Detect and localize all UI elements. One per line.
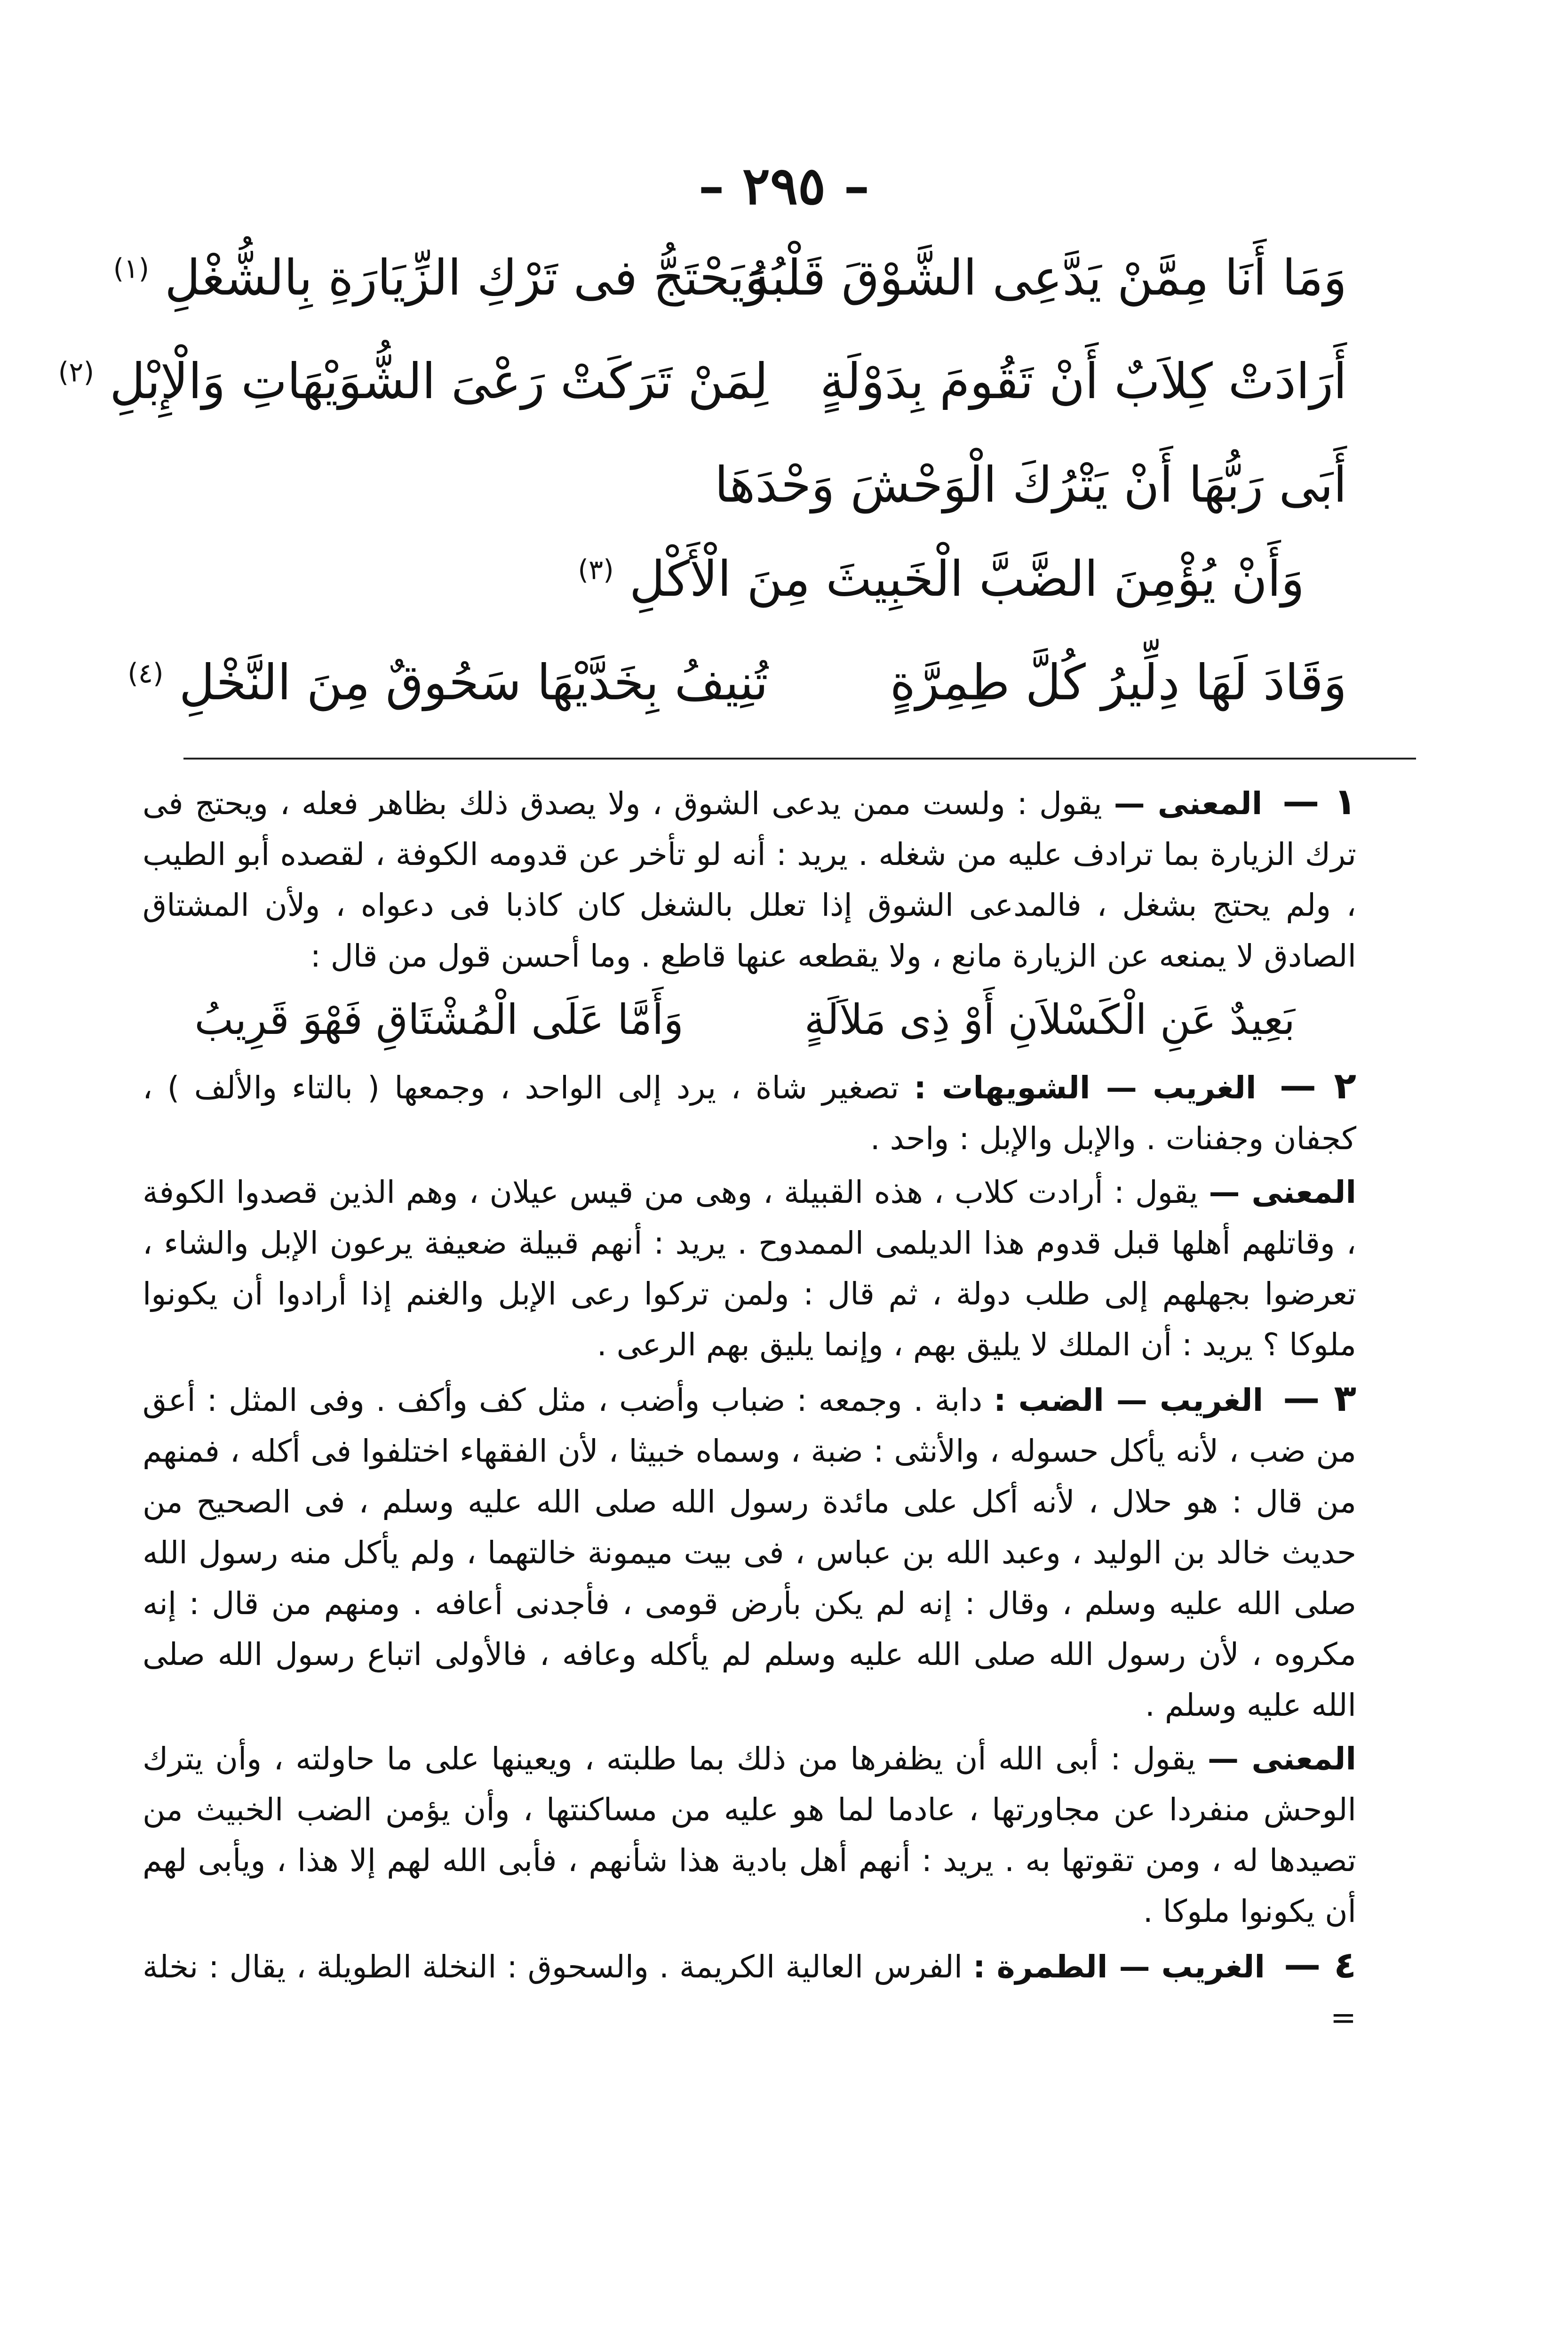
footnote-3-meaning-text: يقول : أبى الله أن يظفرها من ذلك بما طلبته ، ويعينها على ما حاولته ، وأن يترك الوحش منفردا عن مجاورتها ، عادما لما هو عليه من مساكنتها ، وأن يؤمن الضب الخبيث من تصيدها له ، ومن تقوتها به . يريد : أنهم أهل بادية هذا شأنهم ، فأبى الله لهم إلا هذا ، ويأبى لهم أن يكونوا ملوكا . [143, 1741, 1356, 1929]
poem-verse-2 [58, 339, 1347, 424]
verse-1-second-hemistich: وَيَحْتَجُّ فى تَرْكِ الزِّيَارَةِ بِالشُّغْلِ [165, 249, 768, 306]
footnote-4-number: ٤ — [1284, 1944, 1356, 1986]
footnote-1-label: المعنى — [1114, 785, 1263, 822]
verse-1-first-hemistich: وَمَا أَنَا مِمَّنْ يَدَّعِى الشَّوْقَ قَلْبُهُ [745, 249, 1347, 306]
poem-verse-1 [113, 235, 1347, 320]
verse-2-second-hemistich: لِمَنْ تَرَكَتْ رَعْىَ الشُّوَيْهَاتِ وَالْإِبْلِ [110, 352, 768, 410]
footnote-ref-2: (٢) [58, 356, 95, 388]
footnote-4-text: الفرس العالية الكريمة . والسحوق : النخلة الطويلة ، يقال : نخلة = [143, 1949, 1356, 2036]
verse-5-first-hemistich: وَقَادَ لَهَا دِلِّيرُ كُلَّ طِمِرَّةٍ [890, 654, 1347, 711]
quoted-verse-first: بَعِيدٌ عَنِ الْكَسْلاَنِ أَوْ ذِى مَلاَلَةٍ [804, 995, 1295, 1044]
footnote-2-meaning [143, 1167, 1356, 1370]
page-number: – ٢٩٥ – [698, 155, 870, 216]
footnote-2-label: الغريب — الشويهات : [914, 1070, 1257, 1106]
footnote-2-text: تصغير شاة ، يرد إلى الواحد ، وجمعها ( بالتاء والألف ) ، كجفان وجفنات . والإبل والإبل : واحد . [143, 1070, 1356, 1157]
footnotes-section [143, 776, 1356, 2046]
verse-4-line: وَأَنْ يُؤْمِنَ الضَّبَّ الْخَبِيثَ مِنَ الْأَكْلِ [629, 550, 1305, 608]
footnote-4 [143, 1940, 1356, 2043]
footnote-ref-3: (٣) [578, 553, 614, 586]
footnote-4-label: الغريب — الطمرة : [973, 1949, 1266, 1985]
footnote-1-quoted-verse [143, 989, 1356, 1050]
footnote-2-number: ٢ — [1279, 1065, 1356, 1107]
footnote-1-text: يقول : ولست ممن يدعى الشوق ، ولا يصدق ذلك بظاهر فعله ، ويحتج فى ترك الزيارة بما ترادف عليه من شغله . يريد : أنه لو تأخر عن قدومه الكوفة ، لقصده أبو الطيب ، ولم يحتج بشغل ، فالمدعى الشوق إذا تعلل بالشغل كان كاذبا فى دعواه ، ولأن المشتاق الصادق لا يمنعه عن الزيارة مانع ، ولا يقطعه عنها قاطع . وما أحسن قول من قال : [143, 785, 1356, 974]
footnote-ref-1: (١) [113, 252, 150, 285]
footnote-3-text: دابة . وجمعه : ضباب وأضب ، مثل كف وأكف . وفى المثل : أعق من ضب ، لأنه يأكل حسوله ، والأنثى : ضبة ، وسماه خبيثا ، لأن الفقهاء اختلفوا فى أكله ، فمنهم من قال : هو حلال ، لأنه أكل على مائدة رسول الله صلى الله عليه وسلم ، فى الصحيح من حديث خالد بن الوليد ، وعبد الله بن عباس ، فى بيت ميمونة خالتهما ، ولم يأكل منه رسول الله صلى الله عليه وسلم ، وقال : إنه لم يكن بأرض قومى ، فأجدنى أعافه . ومنهم من قال : إنه مكروه ، لأن رسول الله صلى الله عليه وسلم لم يأكله وعافه ، فالأولى اتباع رسول الله صلى الله عليه وسلم . [143, 1382, 1356, 1723]
footnote-2-meaning-text: يقول : أرادت كلاب ، هذه القبيلة ، وهى من قيس عيلان ، وهم الذين قصدوا الكوفة ، وقاتلهم أهلها قبل قدوم هذا الديلمى الممدوح . يريد : أنهم قبيلة ضعيفة يرعون الإبل والشاء ، تعرضوا بجهلهم إلى طلب دولة ، ثم قال : ولمن تركوا رعى الإبل والغنم إذا أرادوا أن يكونوا ملوكا ؟ يريد : أن الملك لا يليق بهم ، وإنما يليق بهم الرعى . [143, 1174, 1356, 1363]
footnote-3-meaning [143, 1734, 1356, 1937]
footnote-divider [183, 758, 1416, 760]
footnote-ref-4: (٤) [127, 657, 164, 689]
verse-5-second-hemistich: تُنِيفُ بِخَدَّيْهَا سَحُوقٌ مِنَ النَّخْلِ [179, 654, 768, 711]
footnote-3-number: ٣ — [1283, 1377, 1356, 1420]
footnote-1-number: ١ — [1282, 781, 1357, 823]
verse-2-first-hemistich: أَرَادَتْ كِلاَبٌ أَنْ تَقُومَ بِدَوْلَةٍ [820, 352, 1347, 410]
footnote-2-meaning-label: المعنى — [1209, 1174, 1357, 1210]
footnote-3 [143, 1373, 1356, 1731]
verse-3-line: أَبَى رَبُّهَا أَنْ يَتْرُكَ الْوَحْشَ وَحْدَهَا [714, 456, 1347, 513]
footnote-3-label: الغريب — الضب : [994, 1382, 1264, 1418]
poem-verse-3 [406, 442, 1347, 527]
footnote-3-meaning-label: المعنى — [1208, 1741, 1356, 1777]
poem-verse-5 [127, 640, 1347, 725]
footnote-2 [143, 1061, 1356, 1164]
footnote-1 [143, 776, 1356, 982]
poem-verse-4 [364, 536, 1305, 621]
quoted-verse-second: وَأَمَّا عَلَى الْمُشْتَاقِ فَهْوَ قَرِيبُ [194, 995, 684, 1044]
